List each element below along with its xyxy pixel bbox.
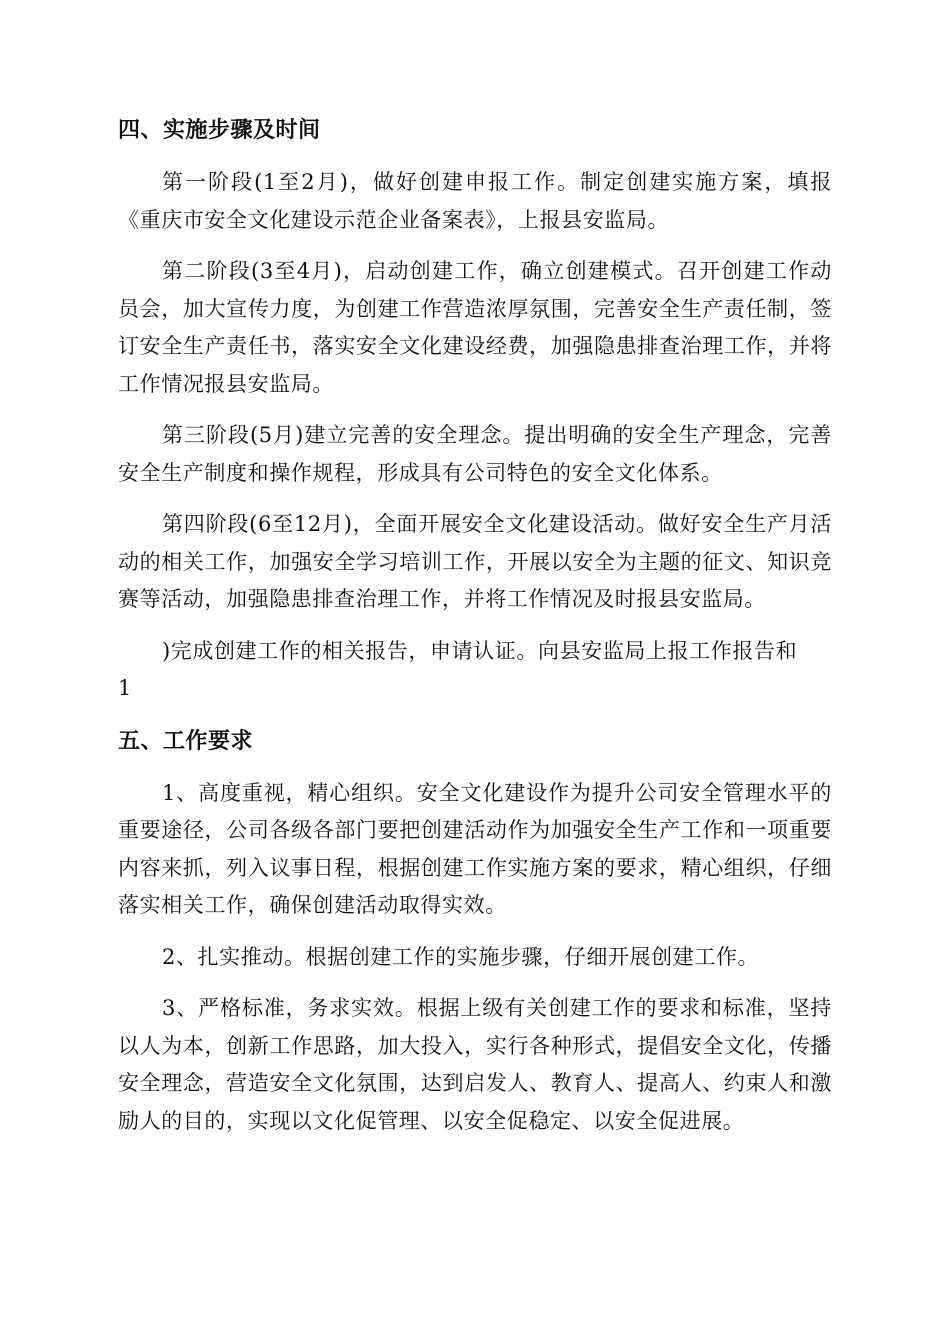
paragraph-phase-four: 第四阶段(6至12月)，全面开展安全文化建设活动。做好安全生产月活动的相关工作，加强安全学习培训工作，开展以安全为主题的征文、知识竞赛等活动，加强隐患排查治理工作，并将工作情况及时报县安监局。 <box>118 512 832 611</box>
paragraph-fragment-number: 1 <box>118 676 132 700</box>
paragraph-requirement-three: 3、严格标准，务求实效。根据上级有关创建工作的要求和标准，坚持以人为本，创新工作思路，加大投入，实行各种形式，提倡安全文化，传播安全理念，营造安全文化氛围，达到启发人、教育人、提高人、约束人和激励人的目的，实现以文化促管理、以安全促稳定、以安全促进展。 <box>118 996 832 1133</box>
paragraph-phase-five-fragment: )完成创建工作的相关报告，申请认证。向县安监局上报工作报告和 <box>162 638 798 663</box>
paragraph-requirement-one: 1、高度重视，精心组织。安全文化建设作为提升公司安全管理水平的重要途径，公司各级各部门要把创建活动作为加强安全生产工作和一项重要内容来抓，列入议事日程，根据创建工作实施方案的要求，精心组织，仔细落实相关工作，确保创建活动取得实效。 <box>118 780 832 917</box>
document-body <box>118 113 832 1154</box>
paragraph-phase-two: 第二阶段(3至4月)，启动创建工作，确立创建模式。召开创建工作动员会，加大宣传力度，为创建工作营造浓厚氛围，完善安全生产责任制，签订安全生产责任书，落实安全文化建设经费，加强隐患排查治理工作，并将工作情况报县安监局。 <box>118 259 832 396</box>
paragraph-phase-one: 第一阶段(1至2月)，做好创建申报工作。制定创建实施方案，填报《重庆市安全文化建设示范企业备案表》，上报县安监局。 <box>118 170 832 232</box>
section-heading-implementation-steps: 四、实施步骤及时间 <box>118 118 321 143</box>
paragraph-requirement-two: 2、扎实推动。根据创建工作的实施步骤，仔细开展创建工作。 <box>162 944 760 969</box>
section-heading-work-requirements: 五、工作要求 <box>118 728 254 754</box>
paragraph-phase-three: 第三阶段(5月)建立完善的安全理念。提出明确的安全生产理念，完善安全生产制度和操作规程，形成具有公司特色的安全文化体系。 <box>118 423 832 485</box>
